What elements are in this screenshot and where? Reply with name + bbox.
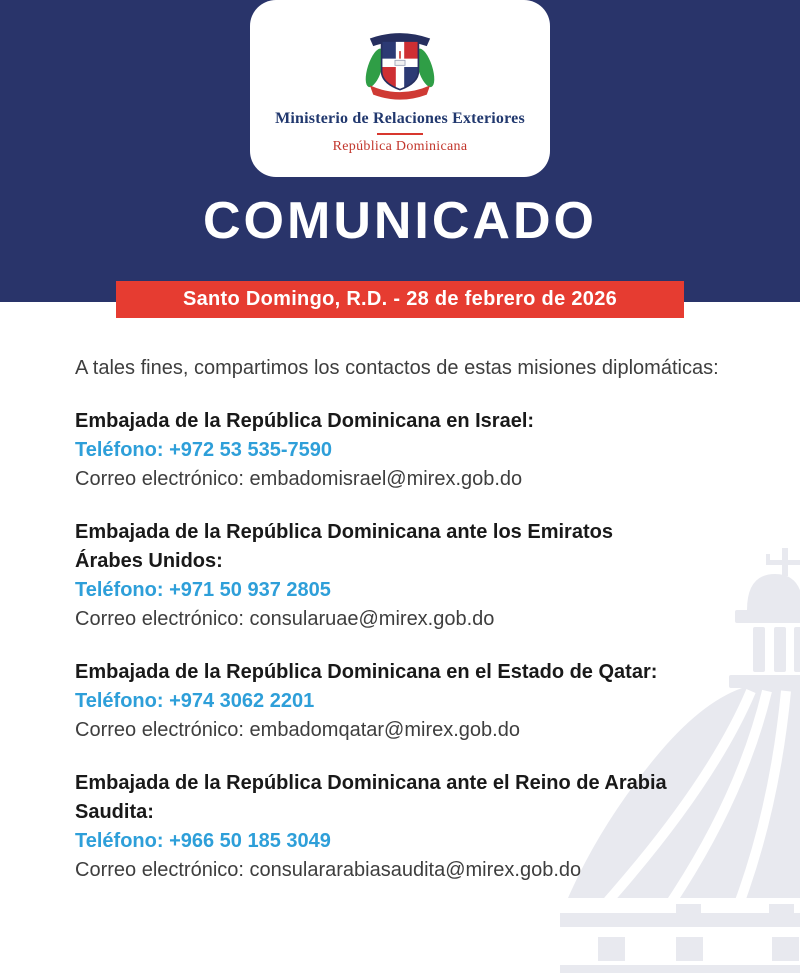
body-content bbox=[0, 354, 800, 885]
phone-number: +974 3062 2201 bbox=[169, 690, 315, 712]
ministry-name: Ministerio de Relaciones Exteriores bbox=[275, 110, 525, 127]
mission-name: Embajada de la República Dominicana ante los Emiratos Árabes Unidos: bbox=[75, 521, 613, 572]
mission-block-qatar bbox=[75, 658, 725, 745]
red-divider bbox=[377, 133, 423, 135]
email-address: consularuae@mirex.gob.do bbox=[249, 608, 495, 630]
mission-phone bbox=[75, 827, 725, 856]
mission-block-uae bbox=[75, 518, 725, 634]
phone-label: Teléfono: bbox=[75, 439, 164, 461]
phone-number: +966 50 185 3049 bbox=[169, 830, 331, 852]
mission-block-israel bbox=[75, 407, 725, 494]
intro-paragraph: A tales fines, compartimos los contactos de estas misiones diplomáticas: bbox=[75, 357, 719, 379]
mission-phone bbox=[75, 436, 725, 465]
email-address: embadomisrael@mirex.gob.do bbox=[249, 468, 523, 490]
dominican-coat-of-arms-icon bbox=[358, 26, 442, 103]
header-banner bbox=[0, 0, 800, 310]
mission-name: Embajada de la República Dominicana en el Estado de Qatar: bbox=[75, 661, 658, 683]
email-address: embadomqatar@mirex.gob.do bbox=[249, 719, 520, 741]
phone-label: Teléfono: bbox=[75, 830, 164, 852]
mission-email bbox=[75, 856, 725, 885]
mission-phone bbox=[75, 576, 725, 605]
phone-label: Teléfono: bbox=[75, 690, 164, 712]
country-name: República Dominicana bbox=[332, 139, 468, 154]
mission-email bbox=[75, 716, 725, 745]
mission-phone bbox=[75, 687, 725, 716]
mission-name: Embajada de la República Dominicana en Israel: bbox=[75, 410, 535, 432]
mission-email bbox=[75, 465, 725, 494]
mission-block-saudi-arabia bbox=[75, 769, 725, 885]
email-label: Correo electrónico: bbox=[75, 608, 244, 630]
mission-email bbox=[75, 605, 725, 634]
dateline-banner: Santo Domingo, R.D. - 28 de febrero de 2026 bbox=[116, 281, 684, 318]
phone-number: +971 50 937 2805 bbox=[169, 579, 331, 601]
phone-number: +972 53 535-7590 bbox=[169, 439, 333, 461]
email-label: Correo electrónico: bbox=[75, 859, 244, 881]
ministry-card bbox=[250, 0, 550, 177]
email-label: Correo electrónico: bbox=[75, 468, 244, 490]
page-title: COMUNICADO bbox=[203, 192, 597, 250]
email-address: consulararabiasaudita@mirex.gob.do bbox=[249, 859, 582, 881]
phone-label: Teléfono: bbox=[75, 579, 164, 601]
email-label: Correo electrónico: bbox=[75, 719, 244, 741]
mission-name: Embajada de la República Dominicana ante el Reino de Arabia Saudita: bbox=[75, 772, 667, 823]
